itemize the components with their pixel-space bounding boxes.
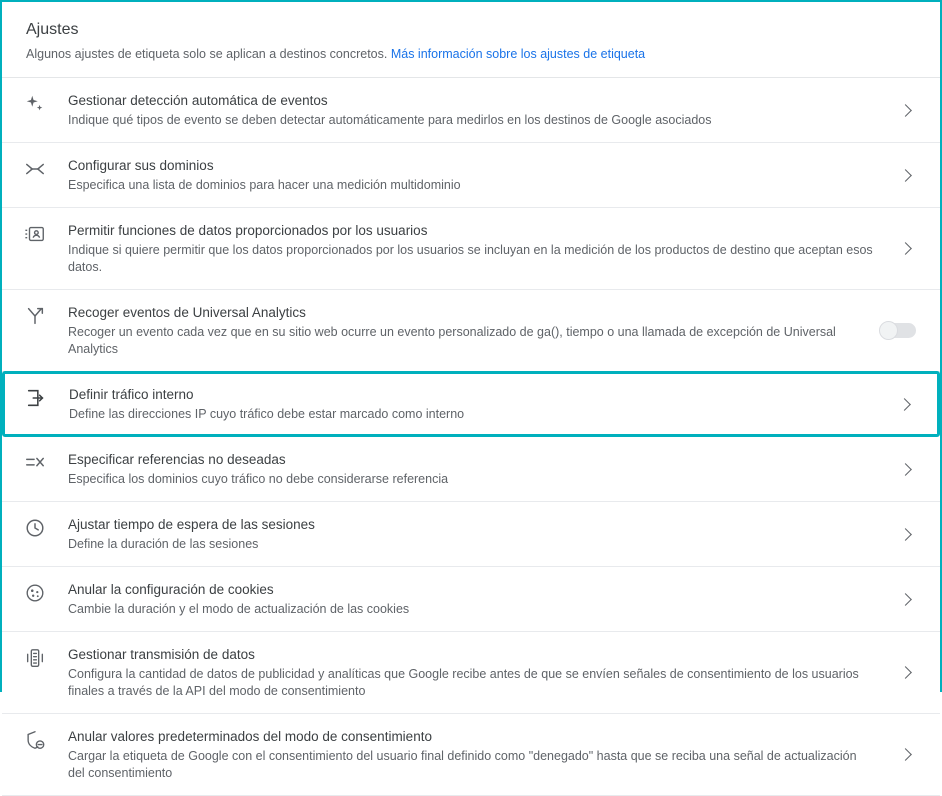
settings-row-cookie-settings[interactable] bbox=[2, 567, 940, 632]
row-title: Especificar referencias no deseadas bbox=[68, 452, 286, 467]
settings-row-auto-event-detection[interactable] bbox=[2, 78, 940, 143]
settings-row-data-transmission[interactable] bbox=[2, 632, 940, 714]
row-title: Recoger eventos de Universal Analytics bbox=[68, 305, 306, 320]
page-subtitle-text: Algunos ajustes de etiqueta solo se aplican a destinos concretos. bbox=[26, 47, 391, 61]
row-description: Indique qué tipos de evento se deben detectar automáticamente para medirlos en los destinos de Google asociados bbox=[68, 113, 712, 127]
row-text bbox=[58, 515, 890, 553]
cookie-icon bbox=[24, 580, 58, 604]
settings-row-consent-mode-defaults[interactable] bbox=[2, 714, 940, 796]
row-description: Especifica una lista de dominios para hacer una medición multidominio bbox=[68, 178, 461, 192]
user-data-card-icon bbox=[24, 221, 58, 245]
settings-row-universal-analytics-events[interactable] bbox=[2, 290, 940, 372]
row-title: Definir tráfico interno bbox=[69, 387, 194, 402]
page-subtitle bbox=[26, 46, 916, 63]
chevron-right-icon[interactable] bbox=[890, 106, 920, 115]
toggle-track[interactable] bbox=[880, 323, 916, 338]
row-title: Anular la configuración de cookies bbox=[68, 582, 274, 597]
unwanted-referrals-icon bbox=[24, 450, 58, 474]
row-title: Anular valores predeterminados del modo de consentimiento bbox=[68, 729, 432, 744]
row-title: Permitir funciones de datos proporcionados por los usuarios bbox=[68, 223, 428, 238]
settings-row-user-provided-data[interactable] bbox=[2, 208, 940, 290]
row-text bbox=[58, 221, 890, 276]
settings-header bbox=[2, 2, 940, 78]
chevron-right-icon[interactable] bbox=[890, 244, 920, 253]
row-description: Define la duración de las sesiones bbox=[68, 537, 259, 551]
data-transmission-icon bbox=[24, 645, 58, 669]
internal-traffic-login-icon bbox=[25, 385, 59, 409]
chevron-right-icon[interactable] bbox=[890, 530, 920, 539]
page-title: Ajustes bbox=[26, 21, 79, 38]
toggle-knob bbox=[879, 321, 898, 340]
chevron-right-icon[interactable] bbox=[889, 400, 919, 409]
row-text bbox=[58, 450, 890, 488]
universal-analytics-toggle[interactable] bbox=[876, 323, 920, 338]
tag-settings-help-link[interactable]: Más información sobre los ajustes de etiqueta bbox=[390, 47, 646, 61]
settings-row-unwanted-referrals[interactable] bbox=[2, 437, 940, 502]
settings-card bbox=[2, 2, 940, 796]
settings-row-internal-traffic[interactable] bbox=[2, 371, 940, 437]
row-description: Indique si quiere permitir que los datos proporcionados por los usuarios se incluyan en la medición de los productos de destino que aceptan esos datos. bbox=[68, 243, 873, 274]
chevron-right-icon[interactable] bbox=[890, 595, 920, 604]
row-description: Cargar la etiqueta de Google con el consentimiento del usuario final definido como "denegado" hasta que se reciba una señal de actualización del consentimiento bbox=[68, 749, 857, 780]
chevron-right-icon[interactable] bbox=[890, 465, 920, 474]
row-description: Configura la cantidad de datos de publicidad y analíticas que Google recibe antes de que se envíen señales de consentimiento de los usuarios finales a través de la API del modo de consentimiento bbox=[68, 667, 859, 698]
row-text bbox=[58, 156, 890, 194]
chevron-right-icon[interactable] bbox=[890, 668, 920, 677]
row-text bbox=[58, 91, 890, 129]
row-description: Define las direcciones IP cuyo tráfico debe estar marcado como interno bbox=[69, 407, 465, 421]
branch-merge-icon bbox=[24, 303, 58, 327]
row-description: Cambie la duración y el modo de actualización de las cookies bbox=[68, 602, 410, 616]
sparkle-icon bbox=[24, 91, 58, 115]
row-text bbox=[58, 645, 890, 700]
row-title: Configurar sus dominios bbox=[68, 158, 214, 173]
row-text bbox=[59, 385, 889, 423]
row-title: Ajustar tiempo de espera de las sesiones bbox=[68, 517, 315, 532]
settings-row-configure-domains[interactable] bbox=[2, 143, 940, 208]
row-description: Recoger un evento cada vez que en su sitio web ocurre un evento personalizado de ga(), tiempo o una llamada de excepción de Universal Analytics bbox=[68, 325, 836, 356]
row-text bbox=[58, 580, 890, 618]
row-description: Especifica los dominios cuyo tráfico no debe considerarse referencia bbox=[68, 472, 449, 486]
settings-rows bbox=[2, 78, 940, 796]
row-title: Gestionar detección automática de eventos bbox=[68, 93, 328, 108]
clock-icon bbox=[24, 515, 58, 539]
row-title: Gestionar transmisión de datos bbox=[68, 647, 255, 662]
domains-arrows-icon bbox=[24, 156, 58, 180]
chevron-right-icon[interactable] bbox=[890, 171, 920, 180]
row-text bbox=[58, 303, 876, 358]
chevron-right-icon[interactable] bbox=[890, 750, 920, 759]
consent-shield-icon bbox=[24, 727, 58, 751]
settings-row-session-timeout[interactable] bbox=[2, 502, 940, 567]
row-text bbox=[58, 727, 890, 782]
